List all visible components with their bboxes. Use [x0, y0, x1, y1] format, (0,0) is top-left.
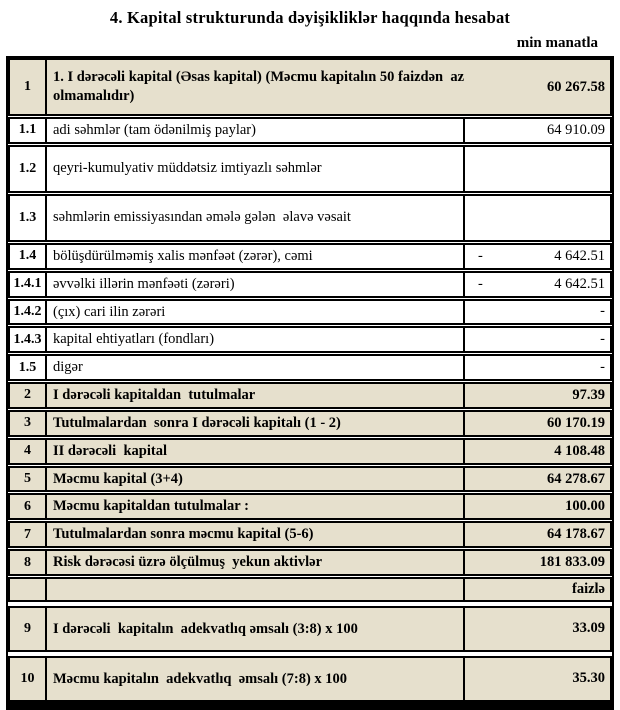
- row-number-cell: 10: [10, 658, 47, 700]
- row-number-cell: 1.4.1: [10, 273, 47, 296]
- row-value-cell: [463, 273, 610, 296]
- table-row: [8, 521, 612, 548]
- row-label-cell: (çıx) cari ilin zərəri: [53, 303, 166, 320]
- table-row: [8, 145, 612, 193]
- row-label-cell: digər: [53, 359, 83, 376]
- table-row: [8, 466, 612, 493]
- row-label-cell: adi səhmlər (tam ödənilmiş paylar): [53, 122, 256, 138]
- row-label-cell: kapital ehtiyatları (fondları): [53, 331, 215, 348]
- row-number-cell: 1: [10, 60, 47, 114]
- table-row: [8, 326, 612, 353]
- row-value-text: 181 833.09: [539, 554, 605, 571]
- row-number-cell: 1.2: [10, 147, 47, 191]
- row-value-text: 97.39: [572, 386, 605, 403]
- row-value-text: -: [600, 331, 605, 348]
- row-value-text: 4 642.51: [554, 275, 605, 292]
- row-label-cell: I dərəcəli kapitaldan tutulmalar: [53, 387, 256, 404]
- table-row: [8, 299, 612, 326]
- row-value-cell: [463, 658, 610, 700]
- row-value-cell: [463, 608, 610, 650]
- row-label-cell: II dərəcəli kapital: [53, 442, 167, 459]
- row-value-cell: [463, 119, 610, 142]
- row-label-cell: qeyri-kumulyativ müddətsiz imtiyazlı səhmlər: [53, 160, 322, 177]
- row-value-text: 64 910.09: [547, 121, 605, 138]
- row-value-text: 60 170.19: [547, 414, 605, 431]
- table-row: [8, 382, 612, 409]
- row-number-cell: 1.4.3: [10, 328, 47, 351]
- page-title: 4. Kapital strukturunda dəyişikliklər haqqında hesabat: [109, 8, 511, 27]
- row-value-cell: [463, 356, 610, 379]
- row-value-cell: [463, 245, 610, 268]
- table-row: [8, 410, 612, 437]
- row-value-text: 4 108.48: [554, 442, 605, 459]
- negative-sign: -: [478, 247, 483, 264]
- row-value-text: 4 642.51: [554, 247, 605, 264]
- row-value-cell: [463, 196, 610, 240]
- row-value-cell: [490, 60, 610, 114]
- table-row: [8, 549, 612, 576]
- row-value-text: -: [600, 359, 605, 376]
- row-value-text: 64 178.67: [547, 526, 605, 543]
- table-row: [8, 58, 612, 116]
- row-number-cell: 5: [10, 468, 47, 491]
- row-number-cell: 2: [10, 384, 47, 407]
- row-value-text: 60 267.58: [547, 78, 605, 95]
- row-value-cell: [463, 579, 610, 600]
- row-value-cell: [463, 551, 610, 574]
- table-row: [8, 656, 612, 702]
- row-value-text: 64 278.67: [547, 470, 605, 487]
- table-row: [8, 493, 612, 520]
- row-label-cell: Tutulmalardan sonra məcmu kapital (5-6): [53, 526, 314, 543]
- row-label-cell: bölüşdürülməmiş xalis mənfəət (zərər), cəmi: [53, 247, 313, 264]
- row-number-cell: 1.5: [10, 356, 47, 379]
- table-row: [8, 243, 612, 270]
- row-number-cell: 9: [10, 608, 47, 650]
- capital-structure-table: [6, 56, 614, 710]
- table-row: [8, 438, 612, 465]
- row-number-cell: 1.4.2: [10, 301, 47, 324]
- row-label-cell: Tutulmalardan sonra I dərəcəli kapitalı (1 - 2): [53, 414, 341, 431]
- row-value-cell: [463, 328, 610, 351]
- table-row: [8, 606, 612, 652]
- row-label-cell: I dərəcəli kapitalın adekvatlıq əmsalı (3:8) x 100: [53, 620, 358, 637]
- row-value-cell: [463, 412, 610, 435]
- row-value-text: 100.00: [565, 498, 605, 515]
- row-value-cell: [463, 384, 610, 407]
- table-row: [8, 271, 612, 298]
- row-number-cell: 8: [10, 551, 47, 574]
- row-number-cell: 6: [10, 495, 47, 518]
- table-row: [8, 117, 612, 144]
- row-number-cell: 1.1: [10, 119, 47, 142]
- row-label-cell: Məcmu kapital (3+4): [53, 470, 183, 487]
- row-value-cell: [463, 147, 610, 191]
- row-number-cell: 3: [10, 412, 47, 435]
- row-label-cell: Risk dərəcəsi üzrə ölçülmuş yekun aktivlər: [53, 554, 323, 571]
- row-value-text: faizlə: [571, 580, 605, 597]
- row-value-cell: [463, 301, 610, 324]
- row-number-cell: [10, 579, 47, 600]
- row-number-cell: 4: [10, 440, 47, 463]
- row-value-cell: [463, 495, 610, 518]
- row-number-cell: 1.4: [10, 245, 47, 268]
- table-row: [8, 577, 612, 602]
- row-value-cell: [463, 468, 610, 491]
- row-label-cell: [47, 579, 463, 600]
- negative-sign: -: [478, 275, 483, 292]
- row-number-cell: 7: [10, 523, 47, 546]
- row-number-cell: 1.3: [10, 196, 47, 240]
- row-value-cell: [463, 440, 610, 463]
- row-label-cell: 1. I dərəcəli kapital (Əsas kapital) (Məcmu kapitalın 50 faizdən az olmamalıdır): [53, 69, 468, 104]
- row-label-cell: Məcmu kapitalın adekvatlıq əmsalı (7:8) x 100: [53, 670, 348, 687]
- table-row: [8, 194, 612, 242]
- row-label-cell: əvvəlki illərin mənfəəti (zərəri): [53, 275, 235, 292]
- row-label-cell: səhmlərin emissiyasından əmələ gələn əlavə vəsait: [53, 209, 351, 226]
- row-value-cell: [463, 523, 610, 546]
- table-row: [8, 354, 612, 381]
- unit-note: min manatla: [516, 35, 598, 51]
- row-label-cell: Məcmu kapitaldan tutulmalar :: [53, 498, 249, 515]
- row-value-text: 33.09: [572, 620, 605, 637]
- row-value-text: -: [600, 303, 605, 320]
- row-value-text: 35.30: [572, 670, 605, 687]
